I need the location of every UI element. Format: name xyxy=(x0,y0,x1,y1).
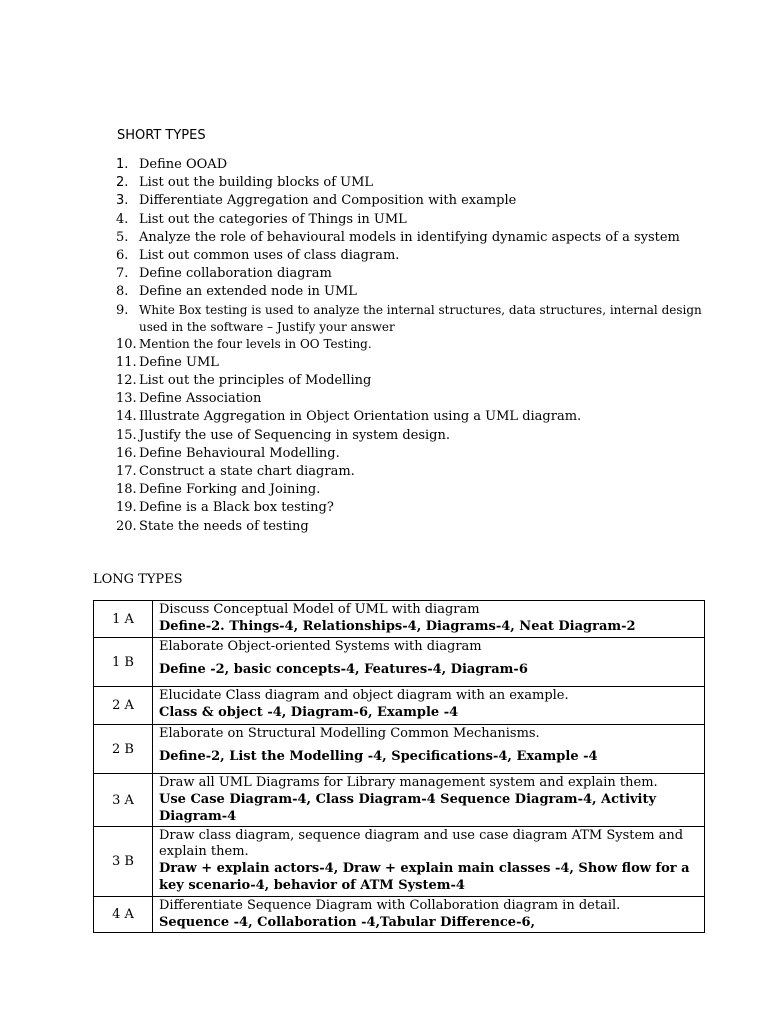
list-item xyxy=(116,336,716,354)
long-types-table xyxy=(93,600,705,933)
item-text: Define an extended node in UML xyxy=(139,284,357,300)
marks-breakdown: Sequence -4, Collaboration -4,Tabular Difference-6, xyxy=(159,915,536,930)
question-cell xyxy=(153,897,705,933)
item-text: Define Association xyxy=(139,391,262,407)
question-number: 2 A xyxy=(94,687,153,725)
list-item xyxy=(116,211,716,229)
list-item xyxy=(116,354,716,372)
marks-breakdown: Define -2, basic concepts-4, Features-4, Diagram-6 xyxy=(159,662,528,677)
question-cell xyxy=(153,774,705,827)
marks-breakdown: Use Case Diagram-4, Class Diagram-4 Sequence Diagram-4, Activity Diagram-4 xyxy=(159,792,657,824)
question-text: Elaborate Object-oriented Systems with diagram xyxy=(159,639,482,654)
list-item xyxy=(116,463,716,481)
marks-breakdown: Define-2. Things-4, Relationships-4, Diagrams-4, Neat Diagram-2 xyxy=(159,619,636,634)
item-text: Construct a state chart diagram. xyxy=(139,464,355,480)
question-text: Discuss Conceptual Model of UML with diagram xyxy=(159,602,480,617)
list-item xyxy=(116,499,716,517)
list-item xyxy=(116,445,716,463)
list-item xyxy=(116,229,716,247)
table-row xyxy=(94,638,705,687)
item-number: 14. xyxy=(116,409,137,425)
item-number: 13. xyxy=(116,391,137,407)
item-number: 15. xyxy=(116,427,137,443)
item-number: 18. xyxy=(116,482,137,498)
list-item xyxy=(116,481,716,499)
item-text: List out the principles of Modelling xyxy=(139,373,372,389)
list-item xyxy=(116,247,716,265)
question-text: Differentiate Sequence Diagram with Collaboration diagram in detail. xyxy=(159,898,621,913)
item-number: 6. xyxy=(116,248,129,264)
marks-breakdown: Draw + explain actors-4, Draw + explain main classes -4, Show flow for a key scenario-4, behavior of ATM System-4 xyxy=(159,861,690,893)
item-number: 20. xyxy=(116,518,137,534)
list-item xyxy=(116,408,716,426)
question-number: 4 A xyxy=(94,897,153,933)
marks-breakdown: Class & object -4, Diagram-6, Example -4 xyxy=(159,705,459,720)
item-text: Mention the four levels in OO Testing. xyxy=(139,336,372,351)
list-item xyxy=(116,283,716,301)
table-row xyxy=(94,774,705,827)
question-text: Elaborate on Structural Modelling Common Mechanisms. xyxy=(159,726,540,741)
marks-breakdown: Define-2, List the Modelling -4, Specifications-4, Example -4 xyxy=(159,749,598,764)
item-number: 4. xyxy=(116,211,129,227)
item-text: Define Behavioural Modelling. xyxy=(139,445,340,461)
question-number: 1 A xyxy=(94,601,153,638)
item-text: Define OOAD xyxy=(139,157,228,172)
item-number: 19. xyxy=(116,500,137,516)
item-text: Illustrate Aggregation in Object Orientation using a UML diagram. xyxy=(139,409,582,425)
item-text: State the needs of testing xyxy=(139,518,309,534)
item-number: 5. xyxy=(116,229,129,245)
long-types-heading: LONG TYPES xyxy=(93,572,183,587)
table-row xyxy=(94,725,705,774)
question-cell xyxy=(153,725,705,774)
list-item xyxy=(116,302,716,336)
item-number: 1. xyxy=(116,157,129,172)
list-item xyxy=(116,174,716,192)
item-text: Define UML xyxy=(139,354,219,370)
question-text: Draw class diagram, sequence diagram and use case diagram ATM System and explain them. xyxy=(159,828,684,859)
item-text: Justify the use of Sequencing in system design. xyxy=(139,427,451,443)
item-text: White Box testing is used to analyze the internal structures, data structures, internal design used in the software – Justify your answer xyxy=(139,302,702,334)
table-row xyxy=(94,601,705,638)
question-number: 1 B xyxy=(94,638,153,687)
item-number: 16. xyxy=(116,445,137,461)
item-number: 12. xyxy=(116,373,137,389)
list-item xyxy=(116,265,716,283)
short-types-heading: SHORT TYPES xyxy=(117,128,206,143)
item-number: 3. xyxy=(116,193,129,209)
question-cell xyxy=(153,638,705,687)
question-text: Elucidate Class diagram and object diagram with an example. xyxy=(159,688,569,703)
item-number: 17. xyxy=(116,464,137,480)
item-number: 2. xyxy=(116,175,129,191)
list-item xyxy=(116,156,716,174)
item-text: Analyze the role of behavioural models in identifying dynamic aspects of a system xyxy=(139,229,680,245)
question-number: 2 B xyxy=(94,725,153,774)
list-item xyxy=(116,518,716,536)
item-text: List out common uses of class diagram. xyxy=(139,248,400,264)
item-text: List out the building blocks of UML xyxy=(139,175,374,191)
list-item xyxy=(116,427,716,445)
list-item xyxy=(116,192,716,210)
item-number: 7. xyxy=(116,266,129,282)
item-text: Differentiate Aggregation and Composition with example xyxy=(139,193,517,209)
question-number: 3 B xyxy=(94,827,153,897)
item-text: Define is a Black box testing? xyxy=(139,500,334,516)
item-number: 8. xyxy=(116,284,129,300)
table-row xyxy=(94,827,705,897)
item-number: 11. xyxy=(116,354,137,370)
item-number: 9. xyxy=(116,302,129,318)
item-text: Define collaboration diagram xyxy=(139,266,332,282)
list-item xyxy=(116,390,716,408)
question-cell xyxy=(153,601,705,638)
table-row xyxy=(94,687,705,725)
question-number: 3 A xyxy=(94,774,153,827)
question-text: Draw all UML Diagrams for Library management system and explain them. xyxy=(159,775,658,790)
question-cell xyxy=(153,827,705,897)
question-cell xyxy=(153,687,705,725)
item-text: List out the categories of Things in UML xyxy=(139,211,407,227)
item-number: 10. xyxy=(116,336,137,352)
short-types-list xyxy=(116,156,716,536)
item-text: Define Forking and Joining. xyxy=(139,482,321,498)
table-row xyxy=(94,897,705,933)
list-item xyxy=(116,372,716,390)
